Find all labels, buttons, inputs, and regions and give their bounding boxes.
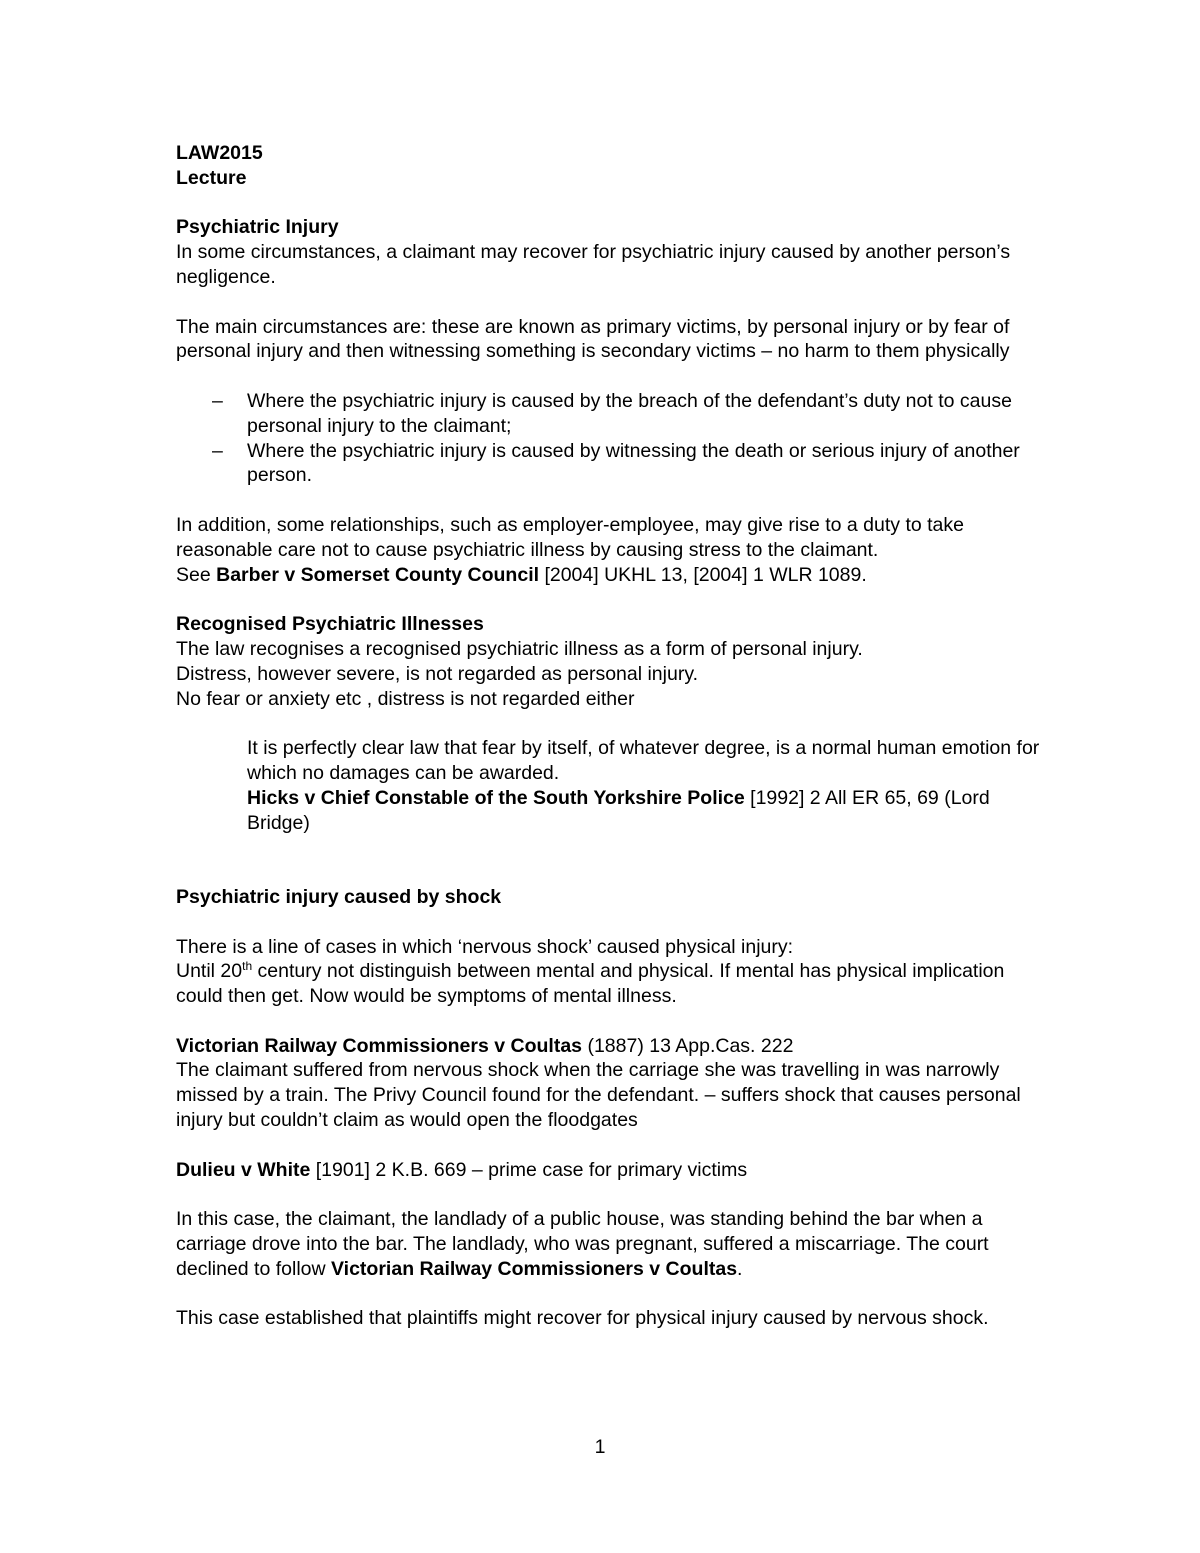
century-text-rest: century not distinguish between mental and physical. If mental has physical implication could then get. Now would be symptoms of mental illness. (176, 960, 1005, 1008)
block-quote (176, 736, 1046, 835)
circumstances-paragraph: The main circumstances are: these are known as primary victims, by personal injury or by fear of personal injury and then witnessing something is secondary victims – no harm to them physically (176, 315, 1010, 363)
spacer (176, 835, 1046, 860)
spacer (176, 860, 1046, 885)
spacer (176, 1282, 1046, 1307)
century-paragraph (176, 959, 1046, 1009)
dulieu-text-end: . (737, 1257, 743, 1280)
conclusion-paragraph: This case established that plaintiffs might recover for physical injury caused by nervous shock. (176, 1307, 989, 1330)
case-heading-dulieu (176, 1158, 1046, 1183)
circumstances-list (176, 389, 1046, 488)
section-heading-psychiatric-injury: Psychiatric Injury (176, 216, 339, 239)
addition-text: In addition, some relationships, such as employer-employee, may give rise to a duty to take reasonable care not to cause psychiatric illness by causing stress to the claimant. (176, 513, 964, 561)
spacer (176, 364, 1046, 389)
list-item-text: Where the psychiatric injury is caused by the breach of the defendant’s duty not to cause personal injury to the claimant; (247, 389, 1012, 437)
addition-paragraph (176, 513, 1046, 587)
case-heading-coultas (176, 1034, 1046, 1059)
spacer (176, 191, 1046, 216)
case-citation-barber: [2004] UKHL 13, [2004] 1 WLR 1089. (539, 563, 867, 586)
section-heading-shock: Psychiatric injury caused by shock (176, 885, 502, 908)
list-item-text: Where the psychiatric injury is caused by witnessing the death or serious injury of another person. (247, 439, 1020, 487)
course-code: LAW2015 (176, 142, 263, 164)
quote-attribution (247, 786, 1046, 836)
spacer (176, 910, 1046, 935)
dulieu-text-start: In this case, the claimant, the landlady of a public house, was standing behind the bar when a carriage drove into the bar. The landlady, who was pregnant, suffered a miscarriage. The court declined to follow (176, 1208, 989, 1280)
case-citation-coultas: (1887) 13 App.Cas. 222 (582, 1034, 794, 1057)
document-type: Lecture (176, 166, 247, 189)
document-body (176, 141, 1046, 1331)
case-name-coultas: Victorian Railway Commissioners v Coultas (176, 1034, 583, 1057)
case-name-dulieu: Dulieu v White (176, 1158, 311, 1181)
nervous-shock-line: There is a line of cases in which ‘nervous shock’ caused physical injury: (176, 935, 794, 958)
recognition-line-3: No fear or anxiety etc , distress is not regarded either (176, 687, 635, 710)
case-summary-dulieu (176, 1207, 1046, 1281)
spacer (176, 711, 1046, 736)
spacer (176, 587, 1046, 612)
case-summary-coultas: The claimant suffered from nervous shock when the carriage she was travelling in was narrowly missed by a train. The Privy Council found for the defendant. – suffers shock that causes personal injury but couldn’t claim as would open the floodgates (176, 1059, 1021, 1132)
spacer (176, 1133, 1046, 1158)
case-citation-dulieu: [1901] 2 K.B. 669 – prime case for primary victims (310, 1158, 748, 1181)
case-name-hicks: Hicks v Chief Constable of the South Yorkshire Police (247, 786, 745, 809)
list-item (176, 439, 1046, 489)
case-name-barber: Barber v Somerset County Council (216, 563, 540, 586)
superscript-th: th (242, 959, 253, 974)
list-item (176, 389, 1046, 439)
century-text-start: Until 20 (176, 960, 243, 983)
intro-paragraph: In some circumstances, a claimant may recover for psychiatric injury caused by another person’s negligence. (176, 241, 1011, 288)
spacer (176, 290, 1046, 315)
page-number: 1 (594, 1436, 606, 1458)
see-prefix: See (176, 563, 217, 586)
dash-bullet: – (212, 389, 223, 412)
recognition-line-1: The law recognises a recognised psychiatric illness as a form of personal injury. (176, 637, 863, 660)
spacer (176, 488, 1046, 513)
spacer (176, 1182, 1046, 1207)
dash-bullet: – (212, 439, 223, 462)
section-heading-recognised-illnesses: Recognised Psychiatric Illnesses (176, 613, 484, 636)
quote-text: It is perfectly clear law that fear by itself, of whatever degree, is a normal human emotion for which no damages can be awarded. (247, 737, 1040, 784)
case-citation-hicks: [1992] 2 All ER 65, 69 (Lord Bridge) (247, 786, 990, 834)
case-name-coultas-ref: Victorian Railway Commissioners v Coultas (331, 1257, 738, 1280)
spacer (176, 1009, 1046, 1034)
recognition-line-2: Distress, however severe, is not regarded as personal injury. (176, 662, 699, 685)
